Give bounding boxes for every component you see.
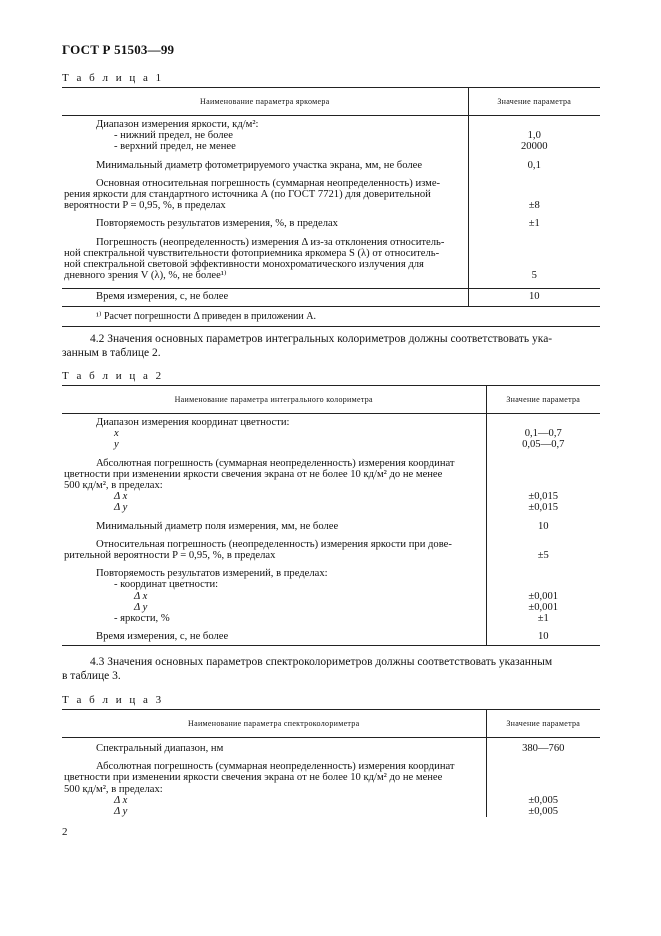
row-label-cont: цветности при изменении яркости свечения экрана от не более 10 кд/м² до не менее: [64, 772, 443, 784]
table-row: [62, 631, 600, 646]
row-sublabel: Δ x: [114, 794, 128, 806]
row-sublabel: - верхний предел, не менее: [114, 141, 236, 153]
row-sublabel: - координат цветности:: [114, 579, 219, 591]
table2-caption: Т а б л и ц а 2: [62, 370, 164, 382]
table-row: [62, 539, 600, 568]
row-label-cont: ной спектральной световой эффективности монохроматического излучения для: [64, 259, 424, 271]
table-row: [62, 761, 600, 817]
row-value: 0,1: [527, 159, 541, 171]
row-sublabel: Δ y: [134, 601, 148, 613]
row-value: ±5: [537, 550, 549, 562]
table1: [62, 87, 600, 327]
row-label-cont: рения яркости для стандартного источника А (по ГОСТ 7721) для доверительной: [64, 189, 431, 201]
row-label: Повторяемость результатов измерений, в пределах:: [96, 568, 328, 580]
row-sublabel: Δ y: [114, 502, 128, 514]
paragraph-4-2: [62, 333, 602, 360]
table3-caption: Т а б л и ц а 3: [62, 694, 164, 706]
table-row: [62, 178, 600, 219]
row-sublabel: Δ x: [114, 491, 128, 503]
page-number: 2: [62, 826, 68, 838]
table1-footnote: ¹⁾ Расчет погрешности Δ приведен в приложении А.: [62, 306, 600, 326]
row-value: ±8: [528, 200, 540, 212]
paragraph-line: 4.2 Значения основных параметров интегральных колориметров должны соответствовать ука-: [90, 333, 553, 345]
row-value: ±0,005: [528, 794, 559, 806]
table-row: [62, 218, 600, 236]
row-label: Диапазон измерения яркости, кд/м²:: [96, 119, 259, 130]
row-value: 10: [528, 291, 540, 303]
table3-col2-header: Значение параметра: [486, 710, 600, 738]
row-label: Время измерения, с, не более: [96, 631, 229, 643]
table-row: [62, 289, 600, 306]
row-label-cont: рительной вероятности P = 0,95, %, в пределах: [64, 550, 276, 562]
row-label: Относительная погрешность (неопределенность) измерения яркости при дове-: [96, 538, 452, 550]
row-value: 10: [537, 631, 549, 643]
table2-col2-header: Значение параметра: [486, 386, 600, 414]
row-label: Диапазон измерения координат цветности:: [96, 417, 290, 428]
table3-col1-header: Наименование параметра спектроколориметра: [62, 710, 486, 738]
row-value: 1,0: [527, 130, 541, 142]
table1-col2-header: Значение параметра: [468, 88, 600, 116]
row-sublabel: x: [114, 428, 119, 440]
table-row: [62, 160, 600, 178]
table-row: [62, 414, 600, 458]
row-label-cont: ной спектральной чувствительности фотоприемника яркомера S (λ) от относитель-: [64, 247, 440, 259]
row-value: ±0,005: [528, 806, 559, 818]
paragraph-line: в таблице 3.: [62, 669, 121, 682]
row-value: 20000: [521, 141, 548, 153]
row-value: 5: [531, 270, 537, 282]
document-header: ГОСТ Р 51503—99: [62, 42, 175, 57]
row-label: Абсолютная погрешность (суммарная неопределенность) измерения координат: [96, 761, 455, 773]
row-label-cont: дневного зрения V (λ), %, не более¹⁾: [64, 270, 227, 282]
row-label: Время измерения, с, не более: [96, 291, 229, 303]
paragraph-line: занным в таблице 2.: [62, 346, 161, 359]
row-value: 0,1—0,7: [524, 428, 562, 440]
row-label: Минимальный диаметр фотометрируемого участка экрана, мм, не более: [96, 159, 423, 171]
row-sublabel: Δ y: [114, 806, 128, 818]
row-value: ±0,001: [528, 590, 559, 602]
paragraph-line: 4.3 Значения основных параметров спектроколориметров должны соответствовать указанным: [90, 656, 553, 668]
row-label: Абсолютная погрешность (суммарная неопределенность) измерения координат: [96, 457, 455, 469]
row-label-cont: цветности при изменении яркости свечения экрана от не более 10 кд/м² до не менее: [64, 468, 443, 480]
table-row: [62, 237, 600, 289]
paragraph-4-3: [62, 656, 602, 683]
row-label-cont: 500 кд/м², в пределах:: [64, 783, 163, 795]
table-row: [62, 521, 600, 539]
row-label: Минимальный диаметр поля измерения, мм, не более: [96, 520, 339, 532]
row-label-cont: вероятности P = 0,95, %, в пределах: [64, 200, 226, 212]
row-value: ±0,015: [528, 502, 559, 514]
row-label: Погрешность (неопределенность) измерения Δ из-за отклонения относитель-: [96, 236, 445, 248]
table2-col1-header: Наименование параметра интегрального колориметра: [62, 386, 486, 414]
table-row: [62, 116, 600, 160]
row-value: 0,05—0,7: [522, 439, 565, 451]
row-sublabel: - нижний предел, не более: [114, 130, 233, 142]
table-row: [62, 738, 600, 762]
row-value: ±0,001: [528, 601, 559, 613]
row-value: 380—760: [522, 743, 565, 754]
row-label: Основная относительная погрешность (суммарная неопределенность) изме-: [96, 177, 441, 189]
table1-col1-header: Наименование параметра яркомера: [62, 88, 468, 116]
row-value: ±1: [537, 613, 549, 625]
row-value: 10: [537, 520, 549, 532]
row-sublabel: - яркости, %: [114, 613, 170, 625]
row-value: ±1: [528, 218, 540, 230]
table2: [62, 385, 600, 646]
table-row: [62, 458, 600, 521]
table1-caption: Т а б л и ц а 1: [62, 72, 164, 84]
row-sublabel: y: [114, 439, 119, 451]
row-label: Повторяемость результатов измерения, %, в пределах: [96, 218, 338, 230]
table3: [62, 709, 600, 817]
row-sublabel: Δ x: [134, 590, 148, 602]
row-label: Спектральный диапазон, нм: [96, 743, 224, 754]
row-value: ±0,015: [528, 491, 559, 503]
table-row: [62, 568, 600, 631]
row-label-cont: 500 кд/м², в пределах:: [64, 480, 163, 492]
